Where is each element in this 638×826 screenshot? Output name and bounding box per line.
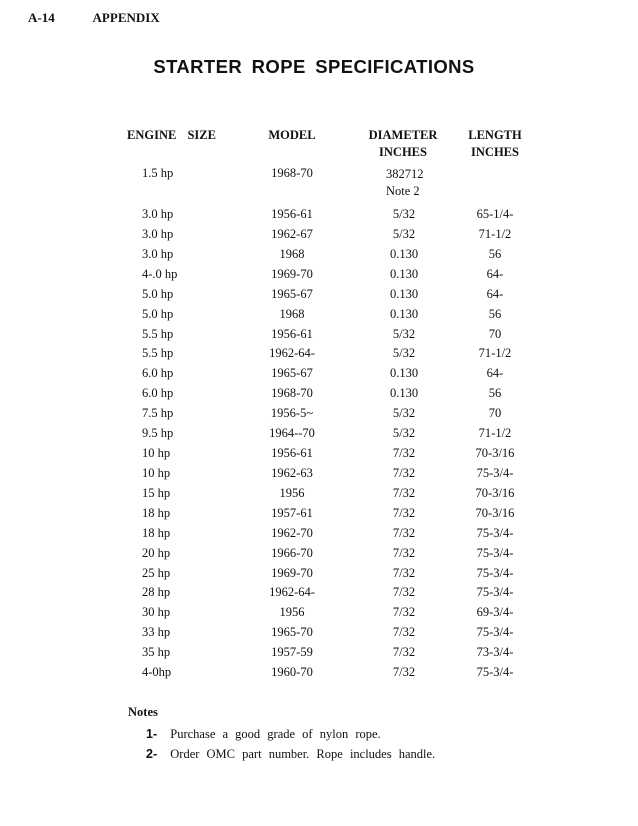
note-number: 1-	[146, 727, 158, 741]
cell-model: 1957-59	[271, 645, 313, 659]
cell-diameter: 7/32	[392, 585, 416, 599]
cell-model: 1965-67	[271, 366, 313, 380]
cell-engine: 3.0 hp	[142, 227, 174, 241]
cell-diameter: 0.130	[389, 267, 419, 281]
cell-model: 1962-64-	[269, 585, 315, 599]
cell-diameter: 7/32	[392, 526, 416, 540]
note-text: Purchase a good grade of nylon rope.	[170, 727, 381, 741]
cell-engine: 5.5 hp	[142, 346, 174, 360]
cell-diameter: 7/32	[392, 546, 416, 560]
cell-length: 65-1/4-	[476, 207, 514, 221]
cell-diameter: 5/32	[392, 227, 416, 241]
cell-model: 1956-61	[271, 327, 313, 341]
cell-model: 1962-64-	[269, 346, 315, 360]
column-header-length	[450, 127, 540, 161]
cell-engine: 15 hp	[142, 486, 171, 500]
cell-diameter: 7/32	[392, 446, 416, 460]
cell-diameter: 7/32	[392, 506, 416, 520]
cell-diameter: 7/32	[392, 486, 416, 500]
cell-diameter: 5/32	[392, 426, 416, 440]
column-header-diameter	[358, 127, 448, 161]
cell-length: 75-3/4-	[476, 526, 514, 540]
note-item	[146, 727, 381, 742]
column-header-diameter-line1: DIAMETER	[368, 128, 438, 142]
cell-model: 1956-61	[271, 446, 313, 460]
cell-model: 1968	[279, 307, 305, 321]
cell-length: 71-1/2	[478, 227, 512, 241]
cell-length: 70	[488, 406, 502, 420]
cell-engine: 4-.0 hp	[142, 267, 178, 281]
cell-engine: 20 hp	[142, 546, 171, 560]
cell-engine: 5.0 hp	[142, 287, 174, 301]
cell-diameter: 0.130	[389, 247, 419, 261]
cell-engine: 9.5 hp	[142, 426, 174, 440]
cell-model: 1962-67	[271, 227, 313, 241]
cell-engine: 35 hp	[142, 645, 171, 659]
cell-diameter: 5/32	[392, 207, 416, 221]
cell-engine: 18 hp	[142, 506, 171, 520]
cell-length: 71-1/2	[478, 426, 512, 440]
cell-length: 70	[488, 327, 502, 341]
cell-model: 1962-70	[271, 526, 313, 540]
cell-model: 1969-70	[271, 566, 313, 580]
page-title: STARTER ROPE SPECIFICATIONS	[153, 56, 475, 77]
cell-length: 56	[488, 386, 502, 400]
column-header-length-line1: LENGTH	[468, 128, 522, 142]
page-header	[28, 10, 160, 26]
cell-engine: 33 hp	[142, 625, 171, 639]
cell-diameter: 0.130	[389, 307, 419, 321]
column-header-length-line2: INCHES	[471, 145, 519, 159]
cell-engine: 10 hp	[142, 446, 171, 460]
first-row-diameter	[386, 166, 424, 200]
page-number: A-14	[28, 10, 55, 25]
column-header-engine: ENGINE SIZE	[127, 128, 216, 142]
cell-length: 69-3/4-	[476, 605, 514, 619]
cell-engine: 3.0 hp	[142, 247, 174, 261]
cell-length: 75-3/4-	[476, 585, 514, 599]
cell-diameter: 7/32	[392, 645, 416, 659]
cell-engine: 3.0 hp	[142, 207, 174, 221]
cell-engine: 7.5 hp	[142, 406, 174, 420]
cell-model: 1965-67	[271, 287, 313, 301]
cell-model: 1956-5~	[270, 406, 314, 420]
cell-engine: 4-0hp	[142, 665, 172, 679]
cell-engine: 6.0 hp	[142, 386, 174, 400]
cell-engine: 30 hp	[142, 605, 171, 619]
cell-diameter: 0.130	[389, 366, 419, 380]
note-text: Order OMC part number. Rope includes handle.	[170, 747, 436, 761]
first-row-part-number: 382712	[386, 167, 424, 181]
cell-length: 75-3/4-	[476, 466, 514, 480]
cell-length: 64-	[486, 287, 504, 301]
cell-model: 1956	[279, 486, 305, 500]
cell-length: 75-3/4-	[476, 665, 514, 679]
cell-length: 75-3/4-	[476, 546, 514, 560]
cell-model: 1956-61	[271, 207, 313, 221]
cell-diameter: 5/32	[392, 406, 416, 420]
cell-engine: 18 hp	[142, 526, 171, 540]
cell-model: 1962-63	[271, 466, 313, 480]
cell-model: 1968-70	[271, 386, 313, 400]
cell-model: 1956	[279, 605, 305, 619]
note-item	[146, 747, 435, 762]
cell-diameter: 7/32	[392, 466, 416, 480]
cell-length: 56	[488, 307, 502, 321]
note-number: 2-	[146, 747, 158, 761]
cell-engine: 10 hp	[142, 466, 171, 480]
column-header-model: MODEL	[268, 128, 316, 142]
cell-engine: 5.5 hp	[142, 327, 174, 341]
cell-engine: 5.0 hp	[142, 307, 174, 321]
notes-title: Notes	[128, 705, 158, 719]
cell-model: 1957-61	[271, 506, 313, 520]
cell-length: 70-3/16	[475, 486, 515, 500]
cell-diameter: 5/32	[392, 346, 416, 360]
cell-model: 1965-70	[271, 625, 313, 639]
first-row-engine: 1.5 hp	[142, 166, 174, 180]
column-header-diameter-line2: INCHES	[379, 145, 427, 159]
cell-model: 1960-70	[271, 665, 313, 679]
cell-diameter: 7/32	[392, 566, 416, 580]
cell-engine: 28 hp	[142, 585, 171, 599]
cell-diameter: 7/32	[392, 605, 416, 619]
first-row-model: 1968-70	[271, 166, 313, 180]
cell-length: 64-	[486, 267, 504, 281]
cell-length: 56	[488, 247, 502, 261]
cell-length: 73-3/4-	[476, 645, 514, 659]
cell-length: 75-3/4-	[476, 566, 514, 580]
cell-diameter: 0.130	[389, 386, 419, 400]
cell-diameter: 5/32	[392, 327, 416, 341]
cell-length: 71-1/2	[478, 346, 512, 360]
cell-length: 75-3/4-	[476, 625, 514, 639]
section-name: APPENDIX	[92, 10, 160, 25]
cell-length: 70-3/16	[475, 506, 515, 520]
cell-diameter: 7/32	[392, 625, 416, 639]
cell-model: 1968	[279, 247, 305, 261]
cell-diameter: 0.130	[389, 287, 419, 301]
cell-diameter: 7/32	[392, 665, 416, 679]
cell-model: 1964--70	[269, 426, 315, 440]
cell-length: 70-3/16	[475, 446, 515, 460]
cell-engine: 25 hp	[142, 566, 171, 580]
cell-model: 1966-70	[271, 546, 313, 560]
cell-engine: 6.0 hp	[142, 366, 174, 380]
first-row-note-ref: Note 2	[386, 184, 420, 198]
cell-length: 64-	[486, 366, 504, 380]
cell-model: 1969-70	[271, 267, 313, 281]
